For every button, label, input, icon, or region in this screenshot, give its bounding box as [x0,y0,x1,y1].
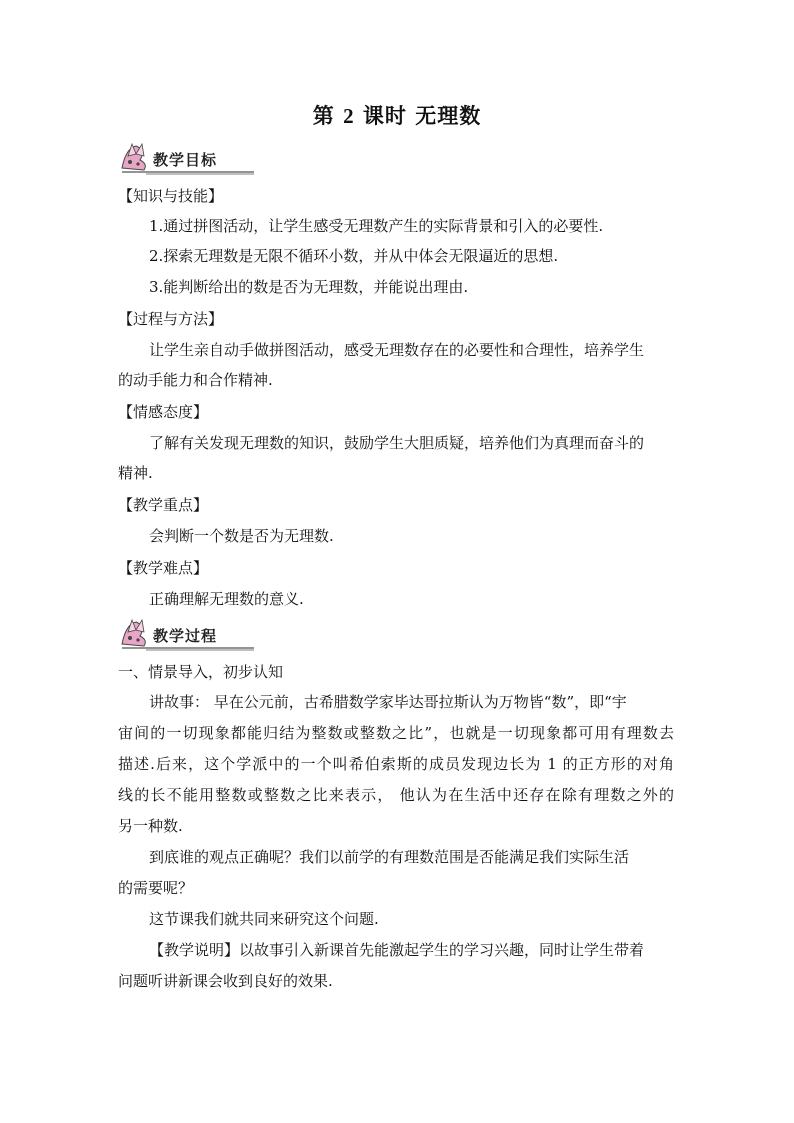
heading-key-point: 【教学重点】 [118,496,209,514]
section-banner-objectives [116,142,256,176]
paragraph-line: 让学生亲自动手做拼图活动，感受无理数存在的必要性和合理性，培养学生 [149,341,645,359]
paragraph-line: 另一种数. [118,817,183,835]
banner-label: 教学过程 [153,627,218,645]
paragraph-line: 的动手能力和合作精神. [118,371,273,389]
paragraph-line: 了解有关发现无理数的知识，鼓励学生大胆质疑，培养他们为真理而奋斗的 [149,434,645,452]
heading-method: 【过程与方法】 [118,310,224,328]
paragraph-line: 精神. [118,464,153,482]
paragraph-line: 会判断一个数是否为无理数. [149,527,334,545]
paragraph-line: 宙间的一切现象都能归结为整数或整数之比”，也就是一切现象都可用有理数去 [118,724,674,742]
banner-label: 教学目标 [153,151,218,169]
paragraph-line: 问题听讲新课会收到良好的效果. [118,972,333,990]
section-banner-process [116,618,256,652]
paragraph-line: 正确理解无理数的意义. [149,590,304,608]
paragraph-line: 到底谁的观点正确呢？我们以前学的有理数范围是否能满足我们实际生活 [149,848,630,866]
knowledge-item: 3.能判断给出的数是否为无理数，并能说出理由. [149,278,469,296]
paragraph-line: 描述.后来，这个学派中的一个叫希伯索斯的成员发现边长为 1 的正方形的对角 [118,755,674,773]
knowledge-item: 2.探索无理数是无限不循环小数，并从中体会无限逼近的思想. [149,247,559,265]
paragraph-line: 讲故事： 早在公元前，古希腊数学家毕达哥拉斯认为万物皆“数”，即“宇 [149,693,627,711]
paragraph-line: 这节课我们就共同来研究这个问题. [149,910,379,928]
knowledge-item: 1.通过拼图活动，让学生感受无理数产生的实际背景和引入的必要性. [149,217,604,235]
page-title: 第 2 课时 无理数 [312,103,482,128]
heading-section-1: 一、情景导入，初步认知 [118,663,284,681]
paragraph-line: 线的长不能用整数或整数之比来表示， 他认为在生活中还存在除有理数之外的 [118,786,674,804]
paragraph-line: 【教学说明】以故事引入新课首先能激起学生的学习兴趣，同时让学生带着 [149,941,645,959]
heading-difficulty: 【教学难点】 [118,559,209,577]
paragraph-line: 的需要呢？ [118,879,194,897]
heading-knowledge: 【知识与技能】 [118,187,224,205]
heading-attitude: 【情感态度】 [118,403,209,421]
